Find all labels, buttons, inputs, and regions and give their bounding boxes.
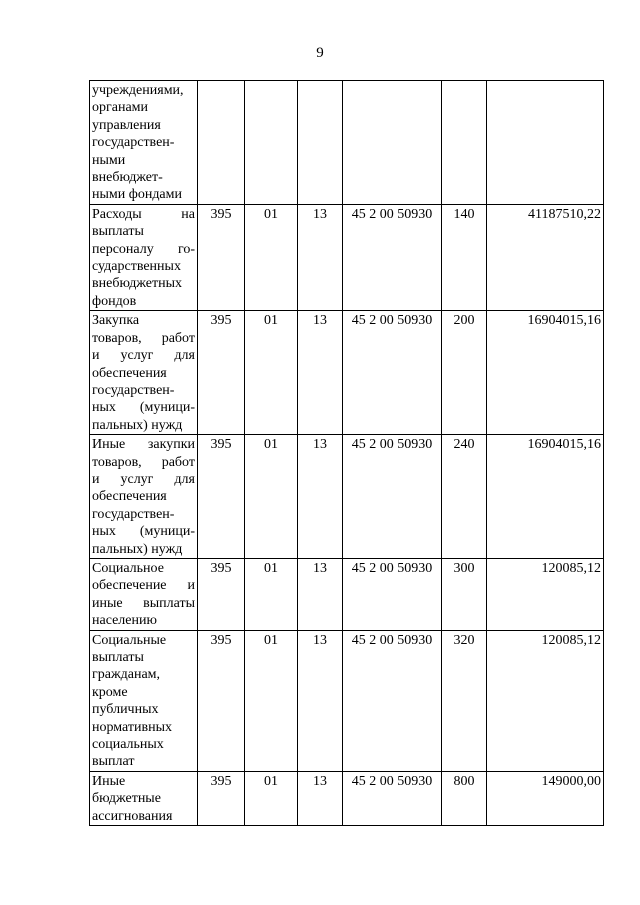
amount-cell: 120085,12	[487, 630, 604, 771]
section-code-cell: 01	[245, 771, 298, 825]
expense-name-line: ными	[92, 152, 126, 168]
expense-name-line: обеспечения	[92, 365, 167, 381]
expense-name-line: ассигнования	[92, 808, 173, 824]
chapter-code-cell: 395	[198, 311, 245, 435]
target-article-cell: 45 2 00 50930	[343, 558, 442, 630]
expense-name-line: фондов	[92, 293, 137, 309]
chapter-code-cell: 395	[198, 771, 245, 825]
expense-name-line: гражданам,	[92, 667, 161, 683]
expense-name-cell	[90, 435, 198, 559]
target-article-cell: 45 2 00 50930	[343, 311, 442, 435]
amount-cell: 120085,12	[487, 558, 604, 630]
expense-name-line: выплат	[92, 754, 135, 770]
expense-name-line: учреждениями,	[92, 83, 184, 98]
expense-name-line: публичных	[92, 702, 159, 718]
expense-name-line: внебюджетных	[92, 276, 183, 292]
expense-name-line: социальных	[92, 737, 164, 753]
expense-name-line: Закупка	[92, 313, 140, 329]
subsection-code-cell: 13	[298, 435, 343, 559]
expense-type-cell: 800	[442, 771, 487, 825]
table-row	[90, 435, 604, 559]
amount-cell	[487, 81, 604, 205]
chapter-code-cell: 395	[198, 435, 245, 559]
subsection-code-cell: 13	[298, 558, 343, 630]
expense-name-line: обеспечение и	[92, 578, 195, 594]
subsection-code-cell: 13	[298, 204, 343, 310]
expense-name-line: выплаты	[92, 650, 144, 665]
amount-cell: 16904015,16	[487, 311, 604, 435]
expense-name-line: Иные закупки	[92, 437, 195, 453]
expense-name-line: нормативных	[92, 719, 173, 735]
target-article-cell: 45 2 00 50930	[343, 630, 442, 771]
expense-name-line: Социальные	[92, 632, 167, 648]
expense-name-cell	[90, 771, 198, 825]
section-code-cell: 01	[245, 630, 298, 771]
table-row	[90, 311, 604, 435]
table-body	[90, 81, 604, 826]
chapter-code-cell: 395	[198, 204, 245, 310]
expense-type-cell: 320	[442, 630, 487, 771]
chapter-code-cell: 395	[198, 630, 245, 771]
section-code-cell	[245, 81, 298, 205]
expense-name-cell	[90, 311, 198, 435]
expense-name-cell	[90, 630, 198, 771]
table-row	[90, 204, 604, 310]
expense-name-line: управления	[92, 117, 161, 133]
amount-cell: 149000,00	[487, 771, 604, 825]
expense-name-line: товаров, работ	[92, 454, 195, 470]
table-row	[90, 81, 604, 205]
expense-name-line: ных (муници-	[92, 400, 195, 416]
expense-name-cell	[90, 558, 198, 630]
expense-name-line: персоналу го-	[92, 241, 195, 257]
subsection-code-cell	[298, 81, 343, 205]
expense-name-cell	[90, 204, 198, 310]
amount-cell: 41187510,22	[487, 204, 604, 310]
expense-name-line: ными фондами	[92, 187, 183, 203]
expense-name-line: иные выплаты	[92, 595, 195, 611]
subsection-code-cell: 13	[298, 630, 343, 771]
budget-table	[89, 80, 604, 826]
expense-type-cell: 240	[442, 435, 487, 559]
amount-cell: 16904015,16	[487, 435, 604, 559]
expense-name-line: ных (муници-	[92, 524, 195, 540]
expense-name-line: Иные	[92, 773, 126, 789]
expense-name-line: органами	[92, 100, 149, 116]
table-row	[90, 630, 604, 771]
expense-name-line: выплаты	[92, 224, 144, 240]
target-article-cell	[343, 81, 442, 205]
expense-name-line: государствен-	[92, 135, 175, 151]
target-article-cell: 45 2 00 50930	[343, 435, 442, 559]
expense-name-line: товаров, работ	[92, 330, 195, 346]
section-code-cell: 01	[245, 435, 298, 559]
expense-name-line: пальных) нужд	[92, 541, 183, 557]
expense-type-cell	[442, 81, 487, 205]
expense-name-line: и услуг для	[92, 471, 195, 487]
target-article-cell: 45 2 00 50930	[343, 771, 442, 825]
target-article-cell: 45 2 00 50930	[343, 204, 442, 310]
section-code-cell: 01	[245, 204, 298, 310]
section-code-cell: 01	[245, 558, 298, 630]
subsection-code-cell: 13	[298, 771, 343, 825]
expense-name-line: сударственных	[92, 259, 181, 275]
expense-name-line: внебюджет-	[92, 170, 163, 186]
chapter-code-cell: 395	[198, 558, 245, 630]
subsection-code-cell: 13	[298, 311, 343, 435]
expense-name-line: Расходы на	[92, 206, 195, 222]
chapter-code-cell	[198, 81, 245, 205]
expense-name-line: Социальное	[92, 560, 164, 576]
expense-type-cell: 140	[442, 204, 487, 310]
expense-type-cell: 300	[442, 558, 487, 630]
expense-name-line: пальных) нужд	[92, 417, 183, 433]
expense-name-line: государствен-	[92, 506, 175, 522]
expense-name-line: кроме	[92, 684, 128, 700]
table-row	[90, 558, 604, 630]
expense-type-cell: 200	[442, 311, 487, 435]
expense-name-line: государствен-	[92, 382, 175, 398]
expense-name-cell	[90, 81, 198, 205]
page-number: 9	[316, 45, 324, 61]
expense-name-line: бюджетные	[92, 791, 161, 807]
table-row	[90, 771, 604, 825]
expense-name-line: и услуг для	[92, 348, 195, 364]
expense-name-line: обеспечения	[92, 489, 167, 505]
section-code-cell: 01	[245, 311, 298, 435]
expense-name-line: населению	[92, 613, 157, 629]
